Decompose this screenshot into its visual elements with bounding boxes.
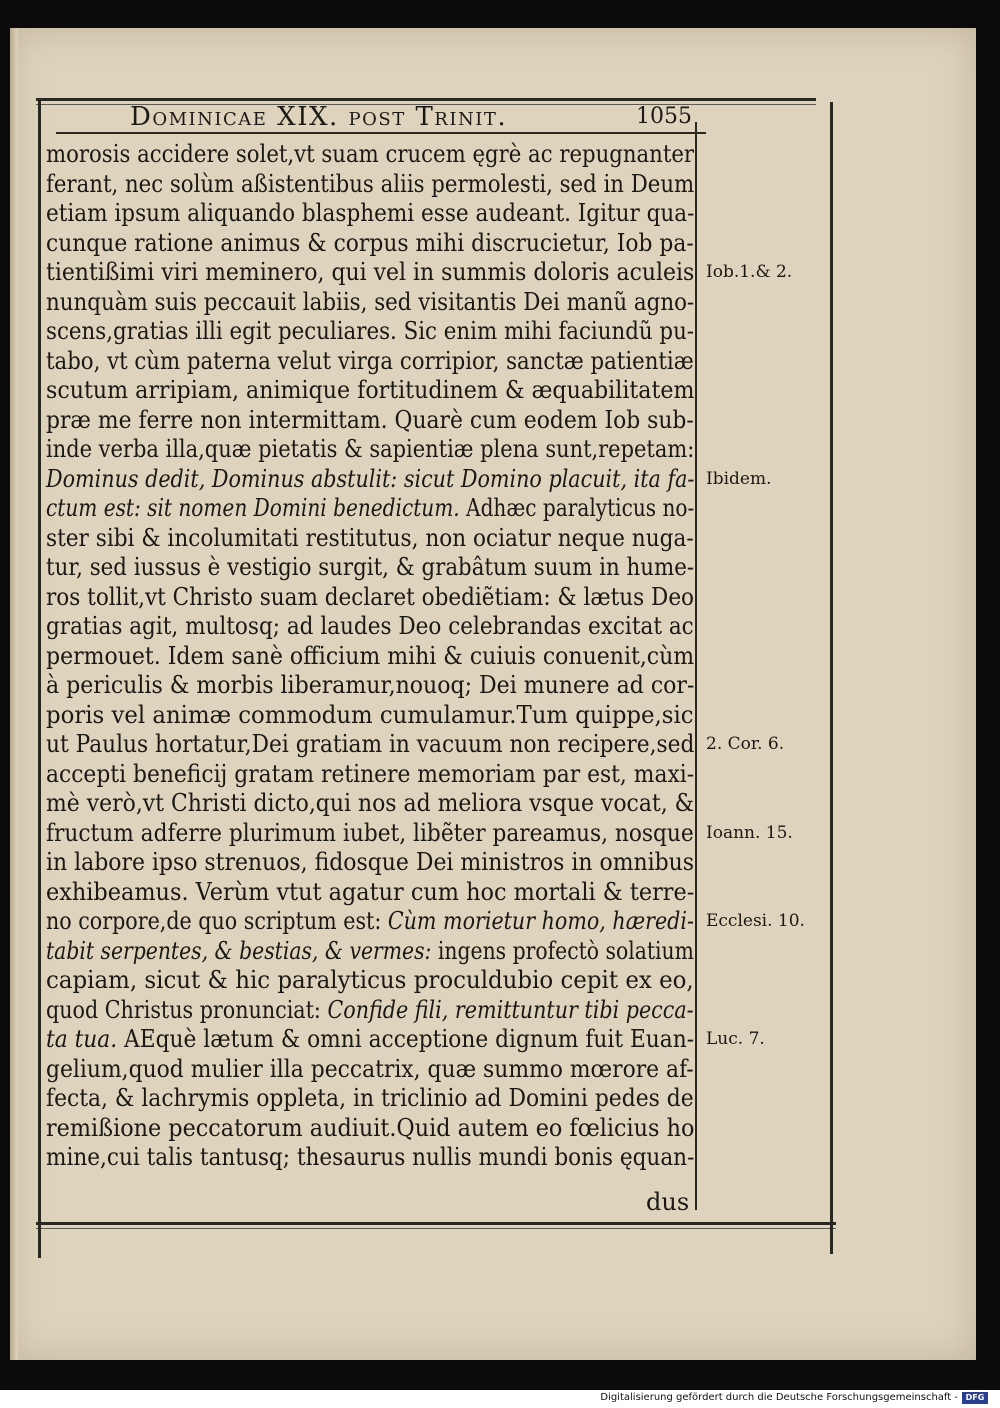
page-gutter-shadow [10, 28, 18, 1360]
bottom-border-rule [36, 1222, 836, 1225]
text-segment: à periculis & morbis liberamur,nouoq; Dei munere ad cor- [46, 671, 695, 699]
margin-note: Luc. 7. [706, 1029, 765, 1049]
text-line [46, 759, 695, 790]
text-line [46, 1025, 695, 1055]
margin-note: Ecclesi. 10. [706, 911, 805, 931]
text-line [46, 1054, 694, 1085]
text-segment: ingens profectò solatium [431, 936, 694, 965]
text-segment: quod Christus pronunciat: [46, 995, 328, 1024]
text-line [46, 523, 694, 554]
text-line [46, 553, 695, 583]
italic-quotation: Confide fili, remittuntur tibi pecca- [327, 995, 694, 1024]
page-number: 1055 [636, 104, 692, 129]
margin-note: 2. Cor. 6. [706, 734, 785, 754]
text-segment: fructum adferre plurimum iubet, libẽter pareamus, nosque [46, 818, 694, 847]
text-line [46, 169, 695, 200]
text-line [46, 641, 695, 672]
text-line [46, 376, 695, 406]
italic-quotation: Dominus dedit, Dominus abstulit: sicut Domino placuit, ita fa- [46, 464, 695, 493]
text-segment: morosis accidere solet,vt suam crucem ęgrè ac repugnanter [46, 140, 695, 168]
text-segment: remißione peccatorum audiuit.Quid autem eo fœlicius ho [46, 1113, 695, 1142]
footer-credit-text: Digitalisierung gefördert durch die Deutsche Forschungsgemeinschaft - [600, 1392, 958, 1403]
text-line [46, 140, 695, 170]
text-segment: mine,cui talis tantusq; thesaurus nullis mundi bonis ęquan- [46, 1143, 695, 1171]
text-segment: tientißimi viri meminero, qui vel in summis doloris aculeis [46, 258, 695, 286]
top-border-rule [36, 98, 816, 101]
left-border-rule [38, 98, 41, 1258]
text-line [46, 966, 694, 996]
text-segment: permouet. Idem sanè officium mihi & cuiuis conuenit,cùm [46, 641, 695, 670]
text-segment: poris vel animæ commodum cumulamur.Tum quippe,sic [46, 700, 694, 729]
text-segment: accepti beneficij gratam retinere memoriam par est, maxi- [46, 759, 695, 788]
text-line [46, 287, 695, 318]
text-segment: ros tollit,vt Christo suam declaret obediẽtiam: & lætus Deo [46, 582, 695, 611]
body-text [46, 140, 696, 1173]
text-segment: scens,gratias illi egit peculiares. Sic enim mihi faciundũ pu- [46, 317, 695, 345]
text-segment: etiam ipsum aliquando blasphemi esse audeant. Igitur qua- [46, 199, 695, 227]
catchword: dus [646, 1188, 690, 1216]
header-rule [56, 132, 706, 134]
text-line [46, 995, 694, 1026]
text-line [46, 612, 694, 642]
text-line [46, 671, 695, 701]
text-segment: ster sibi & incolumitati restitutus, non ociatur neque nuga- [46, 523, 694, 552]
text-line [46, 317, 695, 347]
text-segment: gelium,quod mulier illa peccatrix, quæ summo mœrore af- [46, 1054, 694, 1083]
text-line [46, 818, 694, 849]
text-line [46, 199, 695, 229]
italic-quotation: ta tua. [46, 1025, 118, 1053]
bottom-border-rule-thin [36, 1228, 836, 1229]
text-segment: tabo, vt cùm paterna velut virga corripior, sanctæ patientiæ [46, 346, 694, 375]
dfg-logo: DFG [962, 1392, 988, 1404]
italic-quotation: Cùm morietur homo, hæredi- [387, 907, 694, 935]
text-segment: ut Paulus hortatur,Dei gratiam in vacuum non recipere,sed [46, 730, 695, 758]
text-line [46, 1143, 695, 1173]
text-line [46, 1113, 695, 1144]
text-line [46, 258, 695, 288]
text-segment: exhibeamus. Verùm vtut agatur cum hoc mortali & terre- [46, 877, 695, 906]
margin-note: Iob.1.& 2. [706, 262, 793, 282]
italic-quotation: ctum est: sit nomen Domini benedictum. [46, 494, 460, 522]
book-page [10, 28, 976, 1360]
text-segment: ferant, nec solùm aßistentibus aliis permolesti, sed in Deum [46, 169, 695, 198]
text-line [46, 789, 695, 819]
text-segment: inde verba illa,quæ pietatis & sapientiæ plena sunt,repetam: [46, 435, 695, 463]
text-line [46, 405, 694, 436]
text-segment: capiam, sicut & hic paralyticus proculdubio cepit ex eo, [46, 966, 694, 994]
text-segment: AEquè lætum & omni acceptione dignum fuit Euan- [117, 1025, 695, 1053]
text-line [46, 848, 695, 878]
text-line [46, 1084, 694, 1114]
italic-quotation: tabit serpentes, & bestias, & vermes: [46, 936, 432, 965]
text-line [46, 907, 694, 937]
right-border-rule [830, 102, 833, 1254]
margin-note: Ioann. 15. [706, 822, 793, 843]
text-line [46, 494, 695, 524]
text-line [46, 730, 695, 760]
text-segment: Adhæc paralyticus no- [459, 494, 695, 522]
text-segment: mè verò,vt Christi dicto,qui nos ad meliora vsque vocat, & [46, 789, 695, 817]
running-head: Dominicae XIX. post Trinit. [130, 102, 508, 132]
text-line [46, 464, 695, 495]
text-line [46, 346, 694, 377]
text-line [46, 936, 694, 967]
text-segment: fecta, & lachrymis oppleta, in triclinio ad Domini pedes de [46, 1084, 694, 1112]
text-segment: cunque ratione animus & corpus mihi discrucietur, Iob pa- [46, 228, 694, 257]
text-segment: gratias agit, multosq; ad laudes Deo celebrandas excitat ac [46, 612, 694, 640]
text-line [46, 877, 695, 908]
text-segment: scutum arripiam, animique fortitudinem & æquabilitatem [46, 376, 695, 404]
text-line [46, 582, 695, 613]
text-segment: præ me ferre non intermittam. Quarè cum eodem Iob sub- [46, 405, 694, 434]
text-line [46, 700, 694, 731]
margin-note: Ibidem. [706, 468, 772, 489]
text-line [46, 228, 694, 259]
text-segment: tur, sed iussus è vestigio surgit, & grabâtum suum in hume- [46, 553, 695, 581]
text-segment: nunquàm suis peccauit labiis, sed visitantis Dei manũ agno- [46, 287, 695, 316]
text-segment: no corpore,de quo scriptum est: [46, 907, 388, 935]
text-line [46, 435, 695, 465]
text-segment: in labore ipso strenuos, fidosque Dei ministros in omnibus [46, 848, 695, 876]
